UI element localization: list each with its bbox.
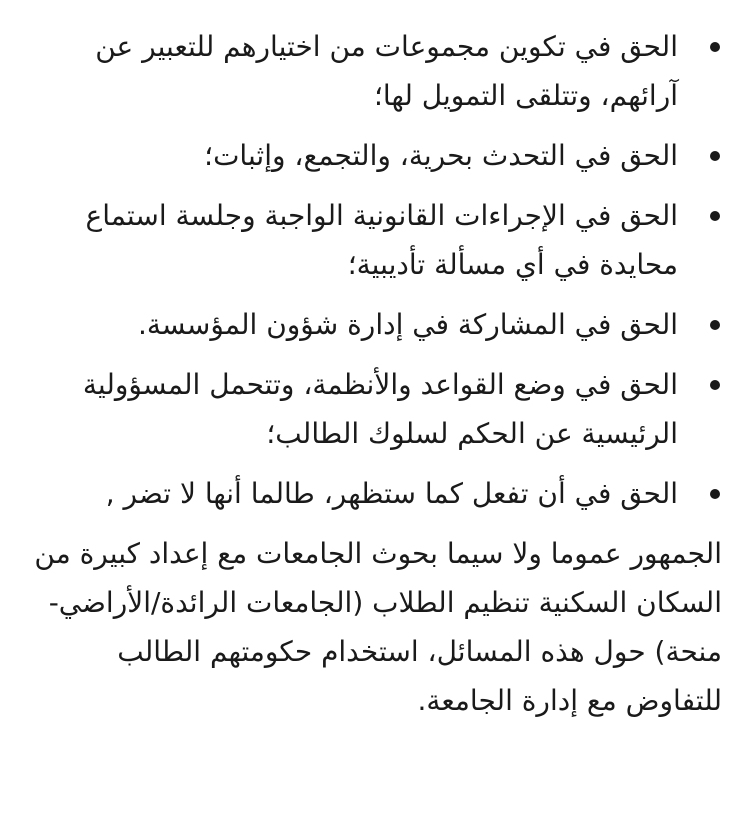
- list-item: [34, 360, 722, 458]
- closing-paragraph: الجمهور عموما ولا سيما بحوث الجامعات مع إعداد كبيرة من السكان السكنية تنظيم الطلاب (الجامعات الرائدة/الأراضي-منحة) حول هذه المسائل، استخدام حكومتهم الطالب للتفاوض مع إدارة الجامعة.: [34, 537, 722, 717]
- list-item-text: الحق في تكوين مجموعات من اختيارهم للتعبير عن آرائهم، وتتلقى التمويل لها؛: [95, 30, 678, 112]
- list-item-text: الحق في وضع القواعد والأنظمة، وتتحمل المسؤولية الرئيسية عن الحكم لسلوك الطالب؛: [82, 368, 678, 450]
- bullet-icon: [710, 320, 720, 330]
- list-item-text: الحق في أن تفعل كما ستظهر، طالما أنها لا تضر ,: [105, 477, 678, 510]
- article-content: [34, 22, 722, 725]
- list-item-text: الحق في التحدث بحرية، والتجمع، وإثبات؛: [204, 139, 678, 172]
- list-item: [34, 191, 722, 289]
- list-item: [34, 131, 722, 180]
- list-item: [34, 300, 722, 349]
- list-item-text: الحق في المشاركة في إدارة شؤون المؤسسة.: [138, 308, 678, 341]
- student-rights-list: [34, 22, 722, 518]
- bullet-icon: [710, 380, 720, 390]
- list-item-text: الحق في الإجراءات القانونية الواجبة وجلسة استماع محايدة في أي مسألة تأديبية؛: [85, 199, 678, 281]
- bullet-icon: [710, 42, 720, 52]
- list-item: [34, 22, 722, 120]
- bullet-icon: [710, 211, 720, 221]
- bullet-icon: [710, 151, 720, 161]
- list-item: [34, 469, 722, 518]
- bullet-icon: [710, 489, 720, 499]
